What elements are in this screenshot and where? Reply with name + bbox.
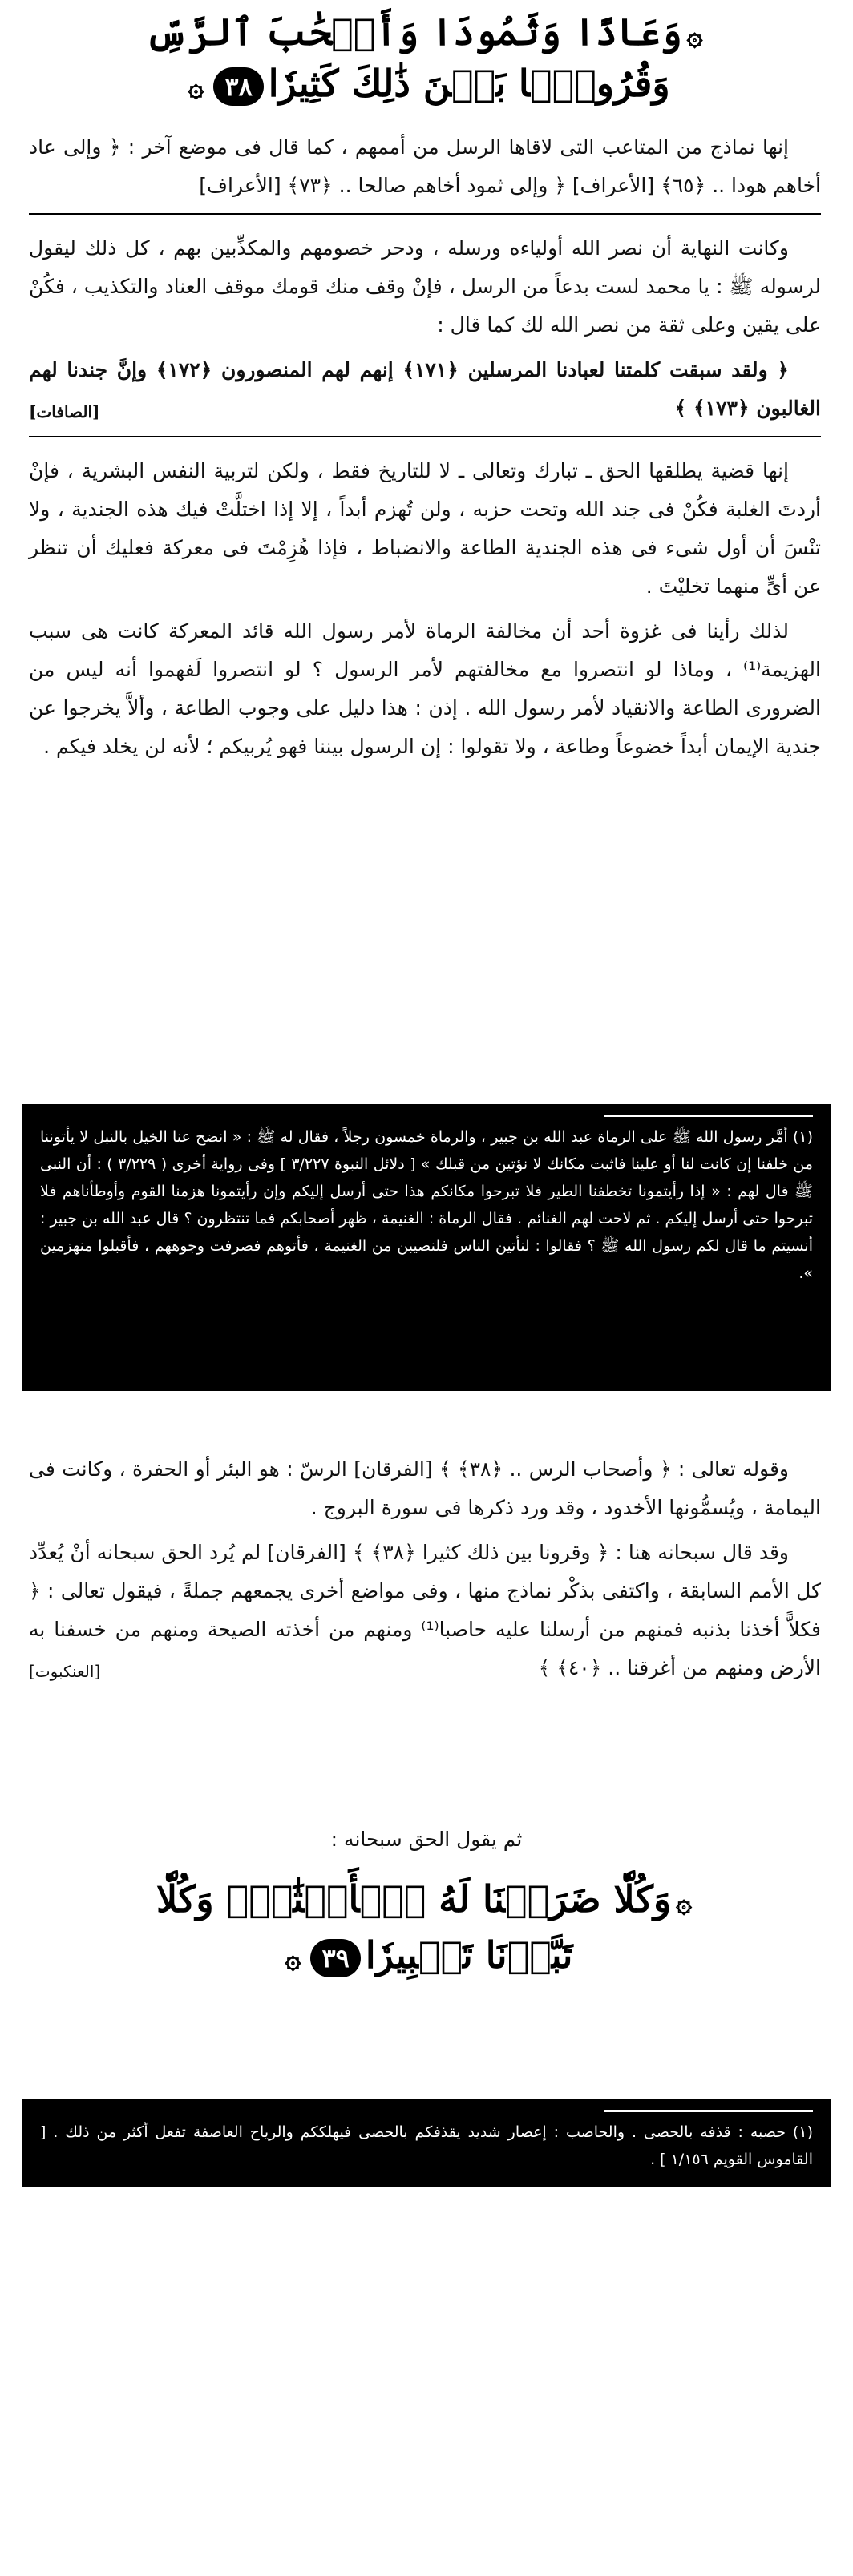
verse-number-badge: ٣٨	[213, 67, 263, 106]
paragraph	[29, 1534, 821, 1687]
quote-source: [العنكبوت]	[29, 1662, 101, 1681]
verse-line: وَعَادًا وَثَمُودَا وَأَصۡحَٰبَ ٱلرَّسِّ	[145, 10, 682, 54]
paragraph: إنها نماذج من المتاعب التى لاقاها الرسل من أممهم ، كما قال فى موضع آخر : ﴿ وإلى عاد أخاهم هودا .. ﴿٦٥﴾ [الأعراف] ﴿ وإلى ثمود أخاهم صالحا .. ﴿٧٣﴾ [الأعراف]	[29, 135, 821, 197]
verse-number-badge: ٣٩	[310, 1939, 360, 1977]
transition-line: ثم يقول الحق سبحانه :	[330, 1828, 523, 1851]
paragraph-text: وقد قال سبحانه هنا : ﴿ وقرونا بين ذلك كثيرا ﴿٣٨﴾ ﴾ [الفرقان] لم يُرد الحق سبحانه أنْ يُعدِّد كل الأمم السابقة ، واكتفى بذكْر نماذج منها ، وفى مواضع أخرى يجمعهم جملةً ، فيقول تعالى : ﴿ فكلاًّ أخذنا بذنبه فمنهم من أرسلنا عليه حاصبا⁽¹⁾ ومنهم من أخذته الصيحة ومنهم من خسفنا به الأرض ومنهم من أغرقنا .. ﴿٤٠﴾ ﴾	[29, 1541, 821, 1679]
body-section-1	[29, 128, 821, 772]
paragraph: إنها قضية يطلقها الحق ـ تبارك وتعالى ـ لا للتاريخ فقط ، ولكن لتربية النفس البشرية ، فإنْ أردتَ الغلبة فكُنْ فى جند الله وتحت حزبه ، ولن تُهزم أبداً ، إلا إذا اختلَّتْ فيك هذه الجندية ، ولا تنْسَ أن أول شىء فى هذه الجندية الطاعة والانضباط ، فإذا هُزِمْتَ فى معركة فعليك أن تنظر عن أىٍّ منهما تخليْتَ .	[29, 459, 821, 598]
paragraph: وقوله تعالى : ﴿ وأصحاب الرس .. ﴿٣٨﴾ ﴾ [الفرقان] الرسّ : هو البئر أو الحفرة ، وكانت فى اليمامة ، ويُسمُّونها الأخدود ، وقد ورد ذكرها فى سورة البروج .	[29, 1457, 821, 1519]
verse-line: وَقُرُونَۢا بَيۡنَ ذَٰلِكَ كَثِيرٗا	[268, 62, 670, 105]
ornament-icon: ۞	[188, 71, 204, 103]
footnote-text: (١) حصبه : قذفه بالحصى . والحاصب : إعصار شديد يقذفكم بالحصى فيهلككم والرياح العاصفة تفعل أكثر من ذلك . [ القاموس القويم ١/١٥٦ ] .	[40, 2123, 813, 2168]
verse-heading-top-line2	[0, 59, 853, 111]
paragraph: وكانت النهاية أن نصر الله أولياءه ورسله ، ودحر خصومهم والمكذِّبين بهم ، كل ذلك ليقول لرسوله ﷺ : يا محمد لست بدعاً من الرسل ، فإنْ وقف منك قومك موقف العناد والتكذيب ، فكُنْ على يقين وعلى ثقة من نصر الله لك كما قال :	[29, 236, 821, 337]
paragraph: لذلك رأينا فى غزوة أحد أن مخالفة الرماة لأمر رسول الله قائد المعركة كانت هى سبب الهزيمة⁽¹⁾ ، وماذا لو انتصروا مع مخالفتهم لأمر الرسول ؟ لو انتصروا لَفهموا أنه ليس من الضرورى الطاعة والانقياد لأمر رسول الله . إذن : هذا دليل على وجوب الطاعة ، وألاَّ يخرجوا عن جندية الإيمان أبداً خضوعاً وطاعة ، ولا تقولوا : إن الرسول بيننا فهو يُربيكم ؛ لأنه لن يخلد فيكم .	[29, 619, 821, 758]
verse-line: تَبَّرۡنَا تَتۡبِيرٗا	[365, 1933, 573, 1977]
ornament-icon: ۞	[676, 1887, 693, 1919]
ornament-icon: ۞	[285, 1943, 301, 1975]
footnote-box-2	[22, 2099, 831, 2187]
quran-quote	[29, 351, 821, 428]
quote-source: [الصافات]	[29, 402, 100, 421]
footnote-text: (١) أمَّر رسول الله ﷺ على الرماة عبد الله بن جبير ، والرماة خمسون رجلاً ، فقال له ﷺ : « انضح عنا الخيل بالنبل لا يأتوننا من خلفنا إن كانت لنا أو علينا فاثبت مكانك لا نؤتين من قبلك » [ دلائل النبوة ٣/٢٢٧ ] وفى رواية أخرى ( ٣/٢٢٩ ) : أن النبى ﷺ قال لهم : « إذا رأيتمونا تخطفنا الطير فلا تبرحوا مكانكم هذا حتى أرسل إليكم وإن رأيتمونا هزمنا القوم وأوطأناهم فلا تبرحوا حتى أرسل إليكم . ثم لاحت لهم الغنائم . فقال الرماة : الغنيمة ، ظهر أصحابكم فما تنتظرون ؟ قال عبد الله بن جبير : أنسيتم ما قال لكم رسول الله ﷺ ؟ فقالوا : لنأتين الناس فلنصيبن من الغنيمة ، فأتوهم فصرفت وجوههم ، فأقبلوا منهزمين ».	[40, 1128, 814, 1282]
footnote-box-1	[22, 1104, 831, 1391]
verse-heading-top	[0, 8, 853, 60]
footnote-rule	[604, 2110, 813, 2112]
divider	[29, 436, 821, 437]
ornament-icon: ۞	[686, 20, 703, 52]
verse-line: وَكُلّٗا ضَرَبۡنَا لَهُ ٱلۡأَمۡثَٰلَۖ وَكُلّٗا	[156, 1877, 672, 1921]
footnote-rule	[604, 1115, 813, 1117]
verse-heading-bottom-line2	[0, 1931, 853, 1983]
body-section-2	[29, 1450, 821, 1694]
quote-text: ﴿ ولقد سبقت كلمتنا لعبادنا المرسلين ﴿١٧١﴾ إنهم لهم المنصورون ﴿١٧٢﴾ وإنَّ جندنا لهم الغالبون ﴿١٧٣﴾ ﴾	[29, 358, 821, 420]
divider	[29, 213, 821, 215]
verse-heading-bottom	[0, 1875, 853, 1927]
